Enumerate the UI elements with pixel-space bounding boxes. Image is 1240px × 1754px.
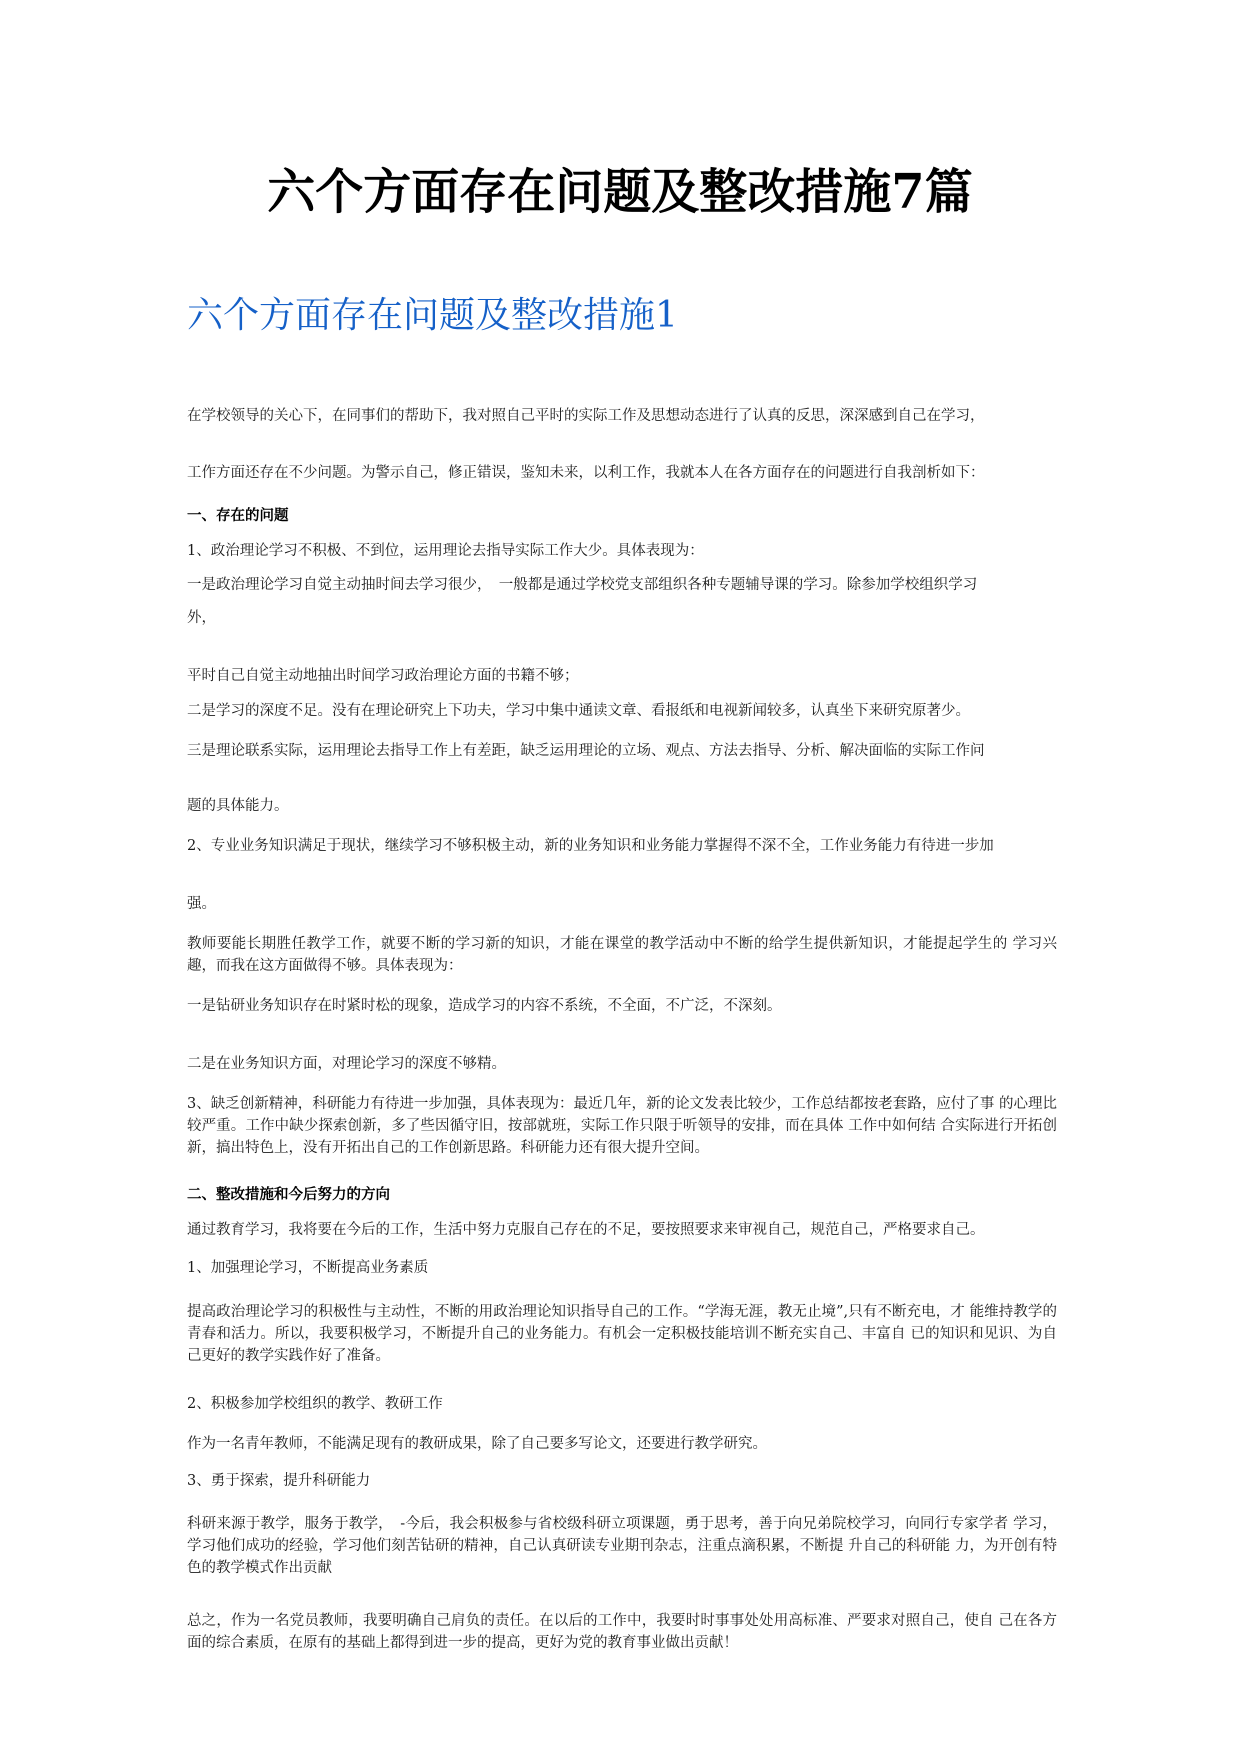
paragraph-line: 3、勇于探索，提升科研能力 bbox=[187, 1473, 371, 1489]
paragraph-line: 2、积极参加学校组织的教学、教研工作 bbox=[187, 1396, 443, 1412]
paragraph-line: 作为一名青年教师，不能满足现有的教研成果，除了自己要多写论文，还要进行教学研究。 bbox=[187, 1436, 767, 1452]
paragraph-line: 通过教育学习，我将要在今后的工作，生活中努力克服自己存在的不足，要按照要求来审视自己，规范自己，严格要求自己。 bbox=[187, 1222, 985, 1238]
paragraph: 科研来源于教学，服务于教学， -今后，我会积极参与省校级科研立项课题，勇于思考，善于向兄弟院校学习，向同行专家学者 学习，学习他们成功的经验，学习他们刻苦钻研的精神，自己认真研读专业期刊杂志，注重点滴积累，不断提 升自己的科研能 力，为开创有特色的教学模式作出贡献 bbox=[187, 1516, 1057, 1576]
document-title: 六个方面存在问题及整改措施7篇 bbox=[267, 164, 973, 220]
paragraph-line: 二是在业务知识方面，对理论学习的深度不够精。 bbox=[187, 1056, 506, 1072]
paragraph-line: 一是钻研业务知识存在时紧时松的现象，造成学习的内容不系统，不全面，不广泛，不深刻。 bbox=[187, 998, 782, 1014]
paragraph: 总之，作为一名党员教师，我要明确自己肩负的责任。在以后的工作中，我要时时事事处处用高标准、严要求对照自己，使自 己在各方面的综合素质，在原有的基础上都得到进一步的提高，更好为党的教育事业做出贡献！ bbox=[187, 1613, 1057, 1651]
paragraph-line: 平时自己自觉主动地抽出时间学习政治理论方面的书籍不够； bbox=[187, 668, 579, 684]
paragraph-line: 外， bbox=[187, 610, 216, 626]
paragraph-line: 工作方面还存在不少问题。为警示自己，修正错误，鉴知未来，以利工作，我就本人在各方面存在的问题进行自我剖析如下： bbox=[187, 465, 985, 481]
paragraph-line: 2、专业业务知识满足于现状，继续学习不够积极主动，新的业务知识和业务能力掌握得不深不全，工作业务能力有待进一步加 bbox=[187, 838, 994, 854]
heading-problems: 一、存在的问题 bbox=[187, 507, 289, 524]
paragraph-line: 二是学习的深度不足。没有在理论研究上下功夫，学习中集中通读文章、看报纸和电视新闻较多，认真坐下来研究原著少。 bbox=[187, 703, 970, 719]
paragraph-line: 一是政治理论学习自觉主动抽时间去学习很少， 一般都是通过学校党支部组织各种专题辅导课的学习。除参加学校组织学习 bbox=[187, 577, 978, 593]
section-title: 六个方面存在问题及整改措施1 bbox=[187, 295, 678, 336]
paragraph-line: 1、政治理论学习不积极、不到位，运用理论去指导实际工作大少。具体表现为： bbox=[187, 543, 704, 559]
heading-measures: 二、整改措施和今后努力的方向 bbox=[187, 1186, 390, 1203]
paragraph-line: 强。 bbox=[187, 896, 216, 912]
paragraph-line: 题的具体能力。 bbox=[187, 798, 289, 814]
paragraph: 教师要能长期胜任教学工作，就要不断的学习新的知识，才能在课堂的教学活动中不断的给学生提供新知识，才能提起学生的 学习兴趣，而我在这方面做得不够。具体表现为： bbox=[187, 936, 1057, 974]
paragraph: 提高政治理论学习的积极性与主动性，不断的用政治理论知识指导自己的工作。“学海无涯，教无止境”,只有不断充电，才 能维持教学的青春和活力。所以，我要积极学习，不断提升自己的业务能力。有机会一定积极技能培训不断充实自己、丰富自 已的知识和见识、为自己更好的教学实践作好了准备。 bbox=[187, 1304, 1057, 1364]
paragraph-line: 1、加强理论学习，不断提高业务素质 bbox=[187, 1260, 429, 1276]
paragraph-line: 三是理论联系实际，运用理论去指导工作上有差距，缺乏运用理论的立场、观点、方法去指导、分析、解决面临的实际工作问 bbox=[187, 743, 985, 759]
paragraph: 3、缺乏创新精神，科研能力有待进一步加强，具体表现为：最近几年，新的论文发表比较少，工作总结都按老套路，应付了事 的心理比较严重。工作中缺少探索创新，多了些因循守旧，按部就班，实际工作只限于听领导的安排，而在具体 工作中如何结 合实际进行开拓创新，搞出特色上，没有开拓出自己的工作创新思路。科研能力还有很大提升空间。 bbox=[187, 1096, 1057, 1156]
paragraph-line: 在学校领导的关心下，在同事们的帮助下，我对照自己平时的实际工作及思想动态进行了认真的反思，深深感到自己在学习， bbox=[187, 408, 985, 424]
